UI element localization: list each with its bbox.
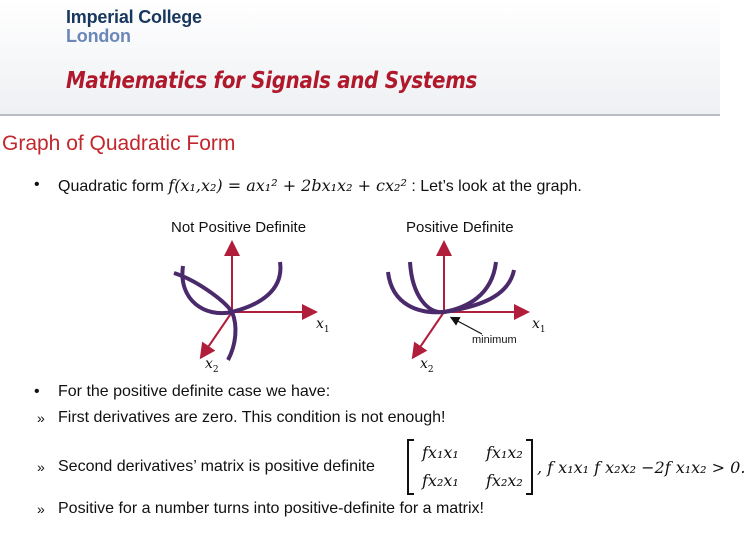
bowl-curve-2 xyxy=(388,270,514,312)
hessian-condition: , f x₁x₁ f x₂x₂ −2f x₁x₂ > 0. xyxy=(537,458,745,477)
sub-marker: » xyxy=(37,410,45,426)
bullet1-prefix: Quadratic form xyxy=(58,178,169,195)
sub-marker: » xyxy=(37,501,45,517)
sub1-text: First derivatives are zero. This condition is not enough! xyxy=(58,409,446,426)
bowl-x2-label: $x_2$ xyxy=(420,356,434,375)
bullet-marker: • xyxy=(34,176,40,193)
minimum-pointer xyxy=(452,318,482,334)
caption-positive-definite: Positive Definite xyxy=(406,219,514,236)
saddle-graph xyxy=(174,244,314,360)
deck-title: Mathematics for Signals and Systems xyxy=(66,68,478,94)
bullet-positive-definite-case xyxy=(34,383,331,401)
caption-not-positive-definite: Not Positive Definite xyxy=(171,219,307,236)
sub2-prefix: Second derivatives’ matrix is positive definite xyxy=(58,458,375,475)
logo-line-2: London xyxy=(66,26,131,46)
minimum-label: minimum xyxy=(472,334,517,346)
logo-line-1: Imperial College xyxy=(66,7,202,27)
bullet1-suffix: : Let’s look at the graph. xyxy=(406,178,582,195)
sub-first-derivatives xyxy=(37,409,446,427)
sub-marker: » xyxy=(37,459,45,475)
sub-second-derivatives xyxy=(37,458,375,476)
bowl-x1-label: $x_1$ xyxy=(532,316,546,335)
bowl-x2-axis xyxy=(414,312,444,356)
quadratic-formula: f(x₁,x₂) = ax₁² + 2bx₁x₂ + cx₂² xyxy=(168,176,407,195)
bullet2-text: For the positive definite case we have: xyxy=(58,383,331,400)
saddle-x1-label: $x_1$ xyxy=(316,316,330,335)
slide-title: Graph of Quadratic Form xyxy=(2,132,236,155)
bowl-curve-1 xyxy=(410,262,496,312)
hessian-matrix xyxy=(408,437,538,495)
matrix-r1c2: fx₁x₂ xyxy=(486,443,523,462)
matrix-r1c1: fx₁x₁ xyxy=(422,443,459,462)
matrix-r2c1: fx₂x₁ xyxy=(422,471,459,490)
saddle-x2-axis xyxy=(202,312,232,356)
saddle-x2-label: $x_2$ xyxy=(205,356,219,375)
sub3-text: Positive for a number turns into positive-definite for a matrix! xyxy=(58,500,484,517)
matrix-r2c2: fx₂x₂ xyxy=(486,471,523,490)
bullet-marker: • xyxy=(34,383,40,400)
sub-positive-number xyxy=(37,500,484,518)
